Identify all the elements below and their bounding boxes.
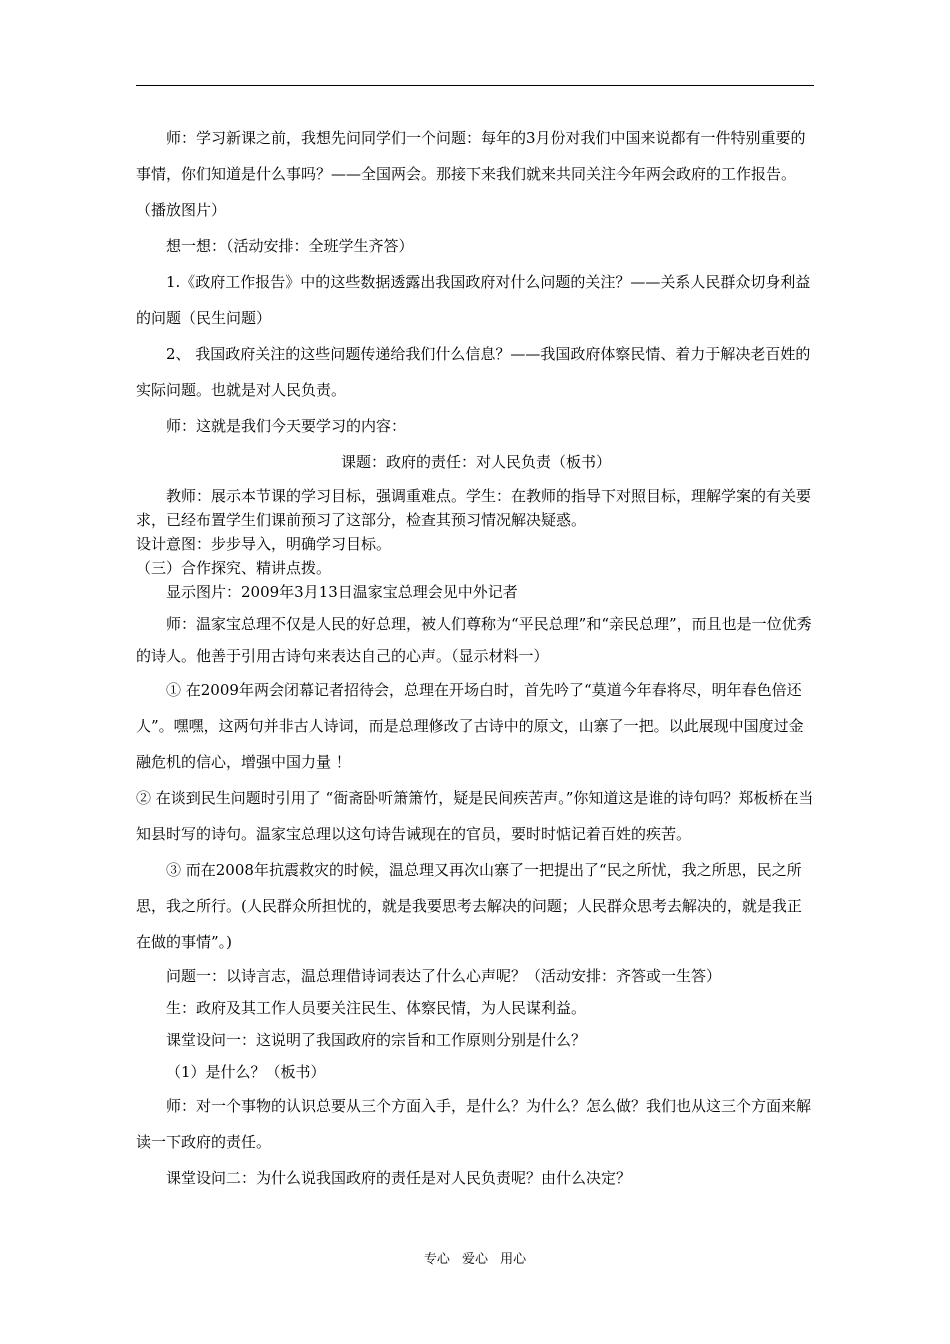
paragraph-what-is-it: （1）是什么？（板书） <box>166 1063 326 1081</box>
document-body <box>136 120 816 1196</box>
paragraph-material-2: ② 在谈到民生问题时引用了 “衙斋卧听箫箫竹，疑是民间疾苦声。”你知道这是谁的诗句吗？郑板桥在当知县时写的诗句。温家宝总理以这句诗告诫现在的官员，要时时惦记着百姓的疾苦。 <box>136 789 814 843</box>
paragraph-three-aspects: 师：对一个事物的认识总要从三个方面入手，是什么？为什么？怎么做？我们也从这三个方面来解读一下政府的责任。 <box>136 1097 812 1151</box>
paragraph-material-1: ① 在2009年两会闭幕记者招待会，总理在开场白时，首先吟了“莫道今年春将尽，明年春色倍还人”。嘿嘿，这两句并非古人诗词，而是总理修改了古诗中的原文，山寨了一把。以此展现中国度过金融危机的信心，增强中国力量 ！ <box>136 681 804 771</box>
paragraph-premier-poet: 师：温家宝总理不仅是人民的好总理，被人们尊称为“平民总理”和“亲民总理”，而且也是一位优秀的诗人。他善于引用古诗句来表达自己的心声。（显示材料一） <box>136 615 812 665</box>
paragraph-show-picture: 显示图片：2009年3月13日温家宝总理会见中外记者 <box>166 583 518 601</box>
paragraph-teacher-content: 师：这就是我们今天要学习的内容： <box>166 417 407 435</box>
paragraph-class-question-1: 课堂设问一：这说明了我国政府的宗旨和工作原则分别是什么？ <box>166 1031 587 1049</box>
paragraph-student-answer: 生：政府及其工作人员要关注民生、体察民情，为人民谋利益。 <box>166 999 587 1017</box>
header-rule <box>136 85 814 86</box>
lesson-title: 课题：政府的责任：对人民负责（板书） <box>340 453 611 471</box>
paragraph-material-3: ③ 而在2008年抗震救灾的时候，温总理又再次山寨了一把提出了“民之所忧，我之所思，民之所思，我之所行。(人民群众所担忧的，就是我要思考去解决的问题；人民群众思考去解决的，就是我正在做的事情”。) <box>136 861 802 951</box>
paragraph-design-intent: 设计意图：步步导入，明确学习目标。 <box>136 535 392 553</box>
paragraph-class-question-2: 课堂设问二：为什么说我国政府的责任是对人民负责呢？由什么决定？ <box>166 1169 632 1187</box>
paragraph-think: 想一想：（活动安排：全班学生齐答） <box>166 237 414 255</box>
paragraph-intro: 师：学习新课之前，我想先问同学们一个问题：每年的3月份对我们中国来说都有一件特别重要的事情，你们知道是什么事吗？——全国两会。那接下来我们就来共同关注今年两会政府的工作报告。（播放图片） <box>136 129 806 219</box>
paragraph-problem-1: 问题一：以诗言志，温总理借诗词表达了什么心声呢？（活动安排：齐答或一生答） <box>166 967 722 985</box>
page-footer: 专心 爱心 用心 <box>423 1252 527 1267</box>
paragraph-question-1: 1.《政府工作报告》中的这些数据透露出我国政府对什么问题的关注？——关系人民群众切身利益的问题（民生问题） <box>136 273 811 327</box>
paragraph-objectives: 教师：展示本节课的学习目标，强调重难点。学生：在教师的指导下对照目标，理解学案的有关要求，已经布置学生们课前预习了这部分，检查其预习情况解决疑惑。 <box>136 487 812 529</box>
paragraph-question-2: 2、 我国政府关注的这些问题传递给我们什么信息？——我国政府体察民情、着力于解决老百姓的实际问题。也就是对人民负责。 <box>136 345 811 399</box>
section-heading-3: （三）合作探究、精讲点拨。 <box>136 559 332 577</box>
